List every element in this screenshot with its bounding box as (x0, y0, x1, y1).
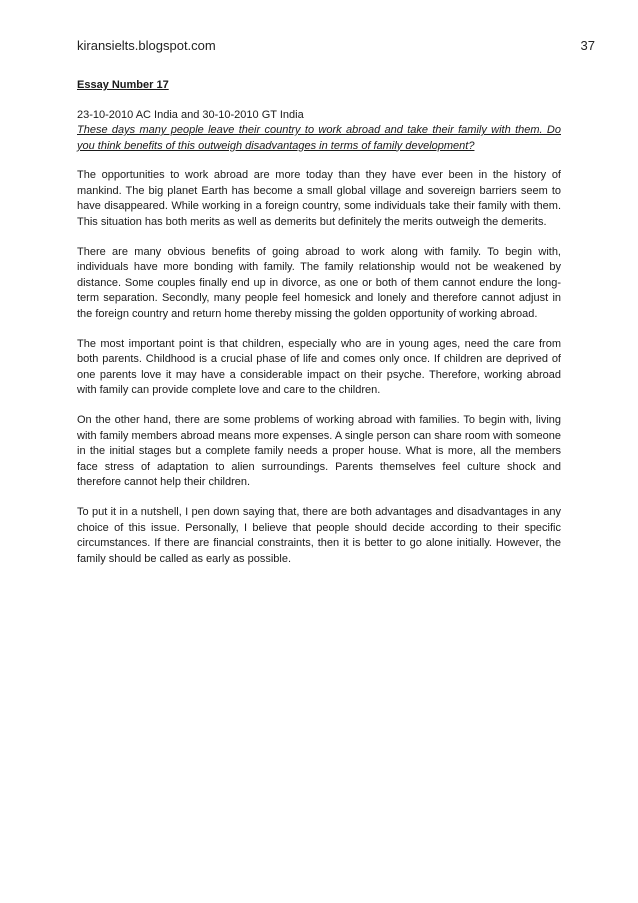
essay-paragraph-2: There are many obvious benefits of going abroad to work along with family. To begin with, individuals have more bonding with family. The family relationship would not be weakened by distance. Some couples finally end up in divorce, as one or both of them cannot endure the long-term separation. Secondly, many people feel homesick and lonely and therefore cannot adjust in the foreign country and return home thereby missing the golden opportunity of working abroad. (77, 245, 561, 320)
page-number: 37 (580, 38, 595, 53)
essay-question: These days many people leave their country to work abroad and take their family with them. Do you think benefits of this outweigh disadvantages in terms of family development? (77, 124, 561, 152)
essay-content (77, 78, 561, 582)
essay-title: Essay Number 17 (77, 79, 169, 91)
essay-paragraph-3: The most important point is that children, especially who are in young ages, need the care from both parents. Childhood is a crucial phase of life and comes only once. If children are deprived of one parents love it may have a considerable impact on their psyche. Therefore, working abroad with family can provide complete love and care to the children. (77, 337, 561, 396)
essay-paragraph-5: To put it in a nutshell, I pen down saying that, there are both advantages and disadvantages in any choice of this issue. Personally, I believe that people should decide according to their specific circumstances. If there are financial constraints, then it is better to go alone initially. However, the family should be called as early as possible. (77, 506, 561, 565)
essay-paragraph-4: On the other hand, there are some problems of working abroad with families. To begin with, living with family members abroad means more expenses. A single person can share room with someone in the initial stages but a complete family needs a proper house. What is more, all the members face stress of adaptation to alien surroundings. Parents themselves feel culture shock and therefore cannot help their children. (77, 414, 561, 488)
essay-date-line: 23-10-2010 AC India and 30-10-2010 GT India (77, 108, 304, 121)
essay-paragraph-1: The opportunities to work abroad are more today than they have ever been in the history of mankind. The big planet Earth has become a small global village and sovereign barriers seem to have disappeared. While working in a foreign country, some individuals take their family with them. This situation has both merits as well as demerits but definitely the merits outweigh the demerits. (77, 169, 561, 228)
header-site-name: kiransielts.blogspot.com (77, 38, 216, 53)
